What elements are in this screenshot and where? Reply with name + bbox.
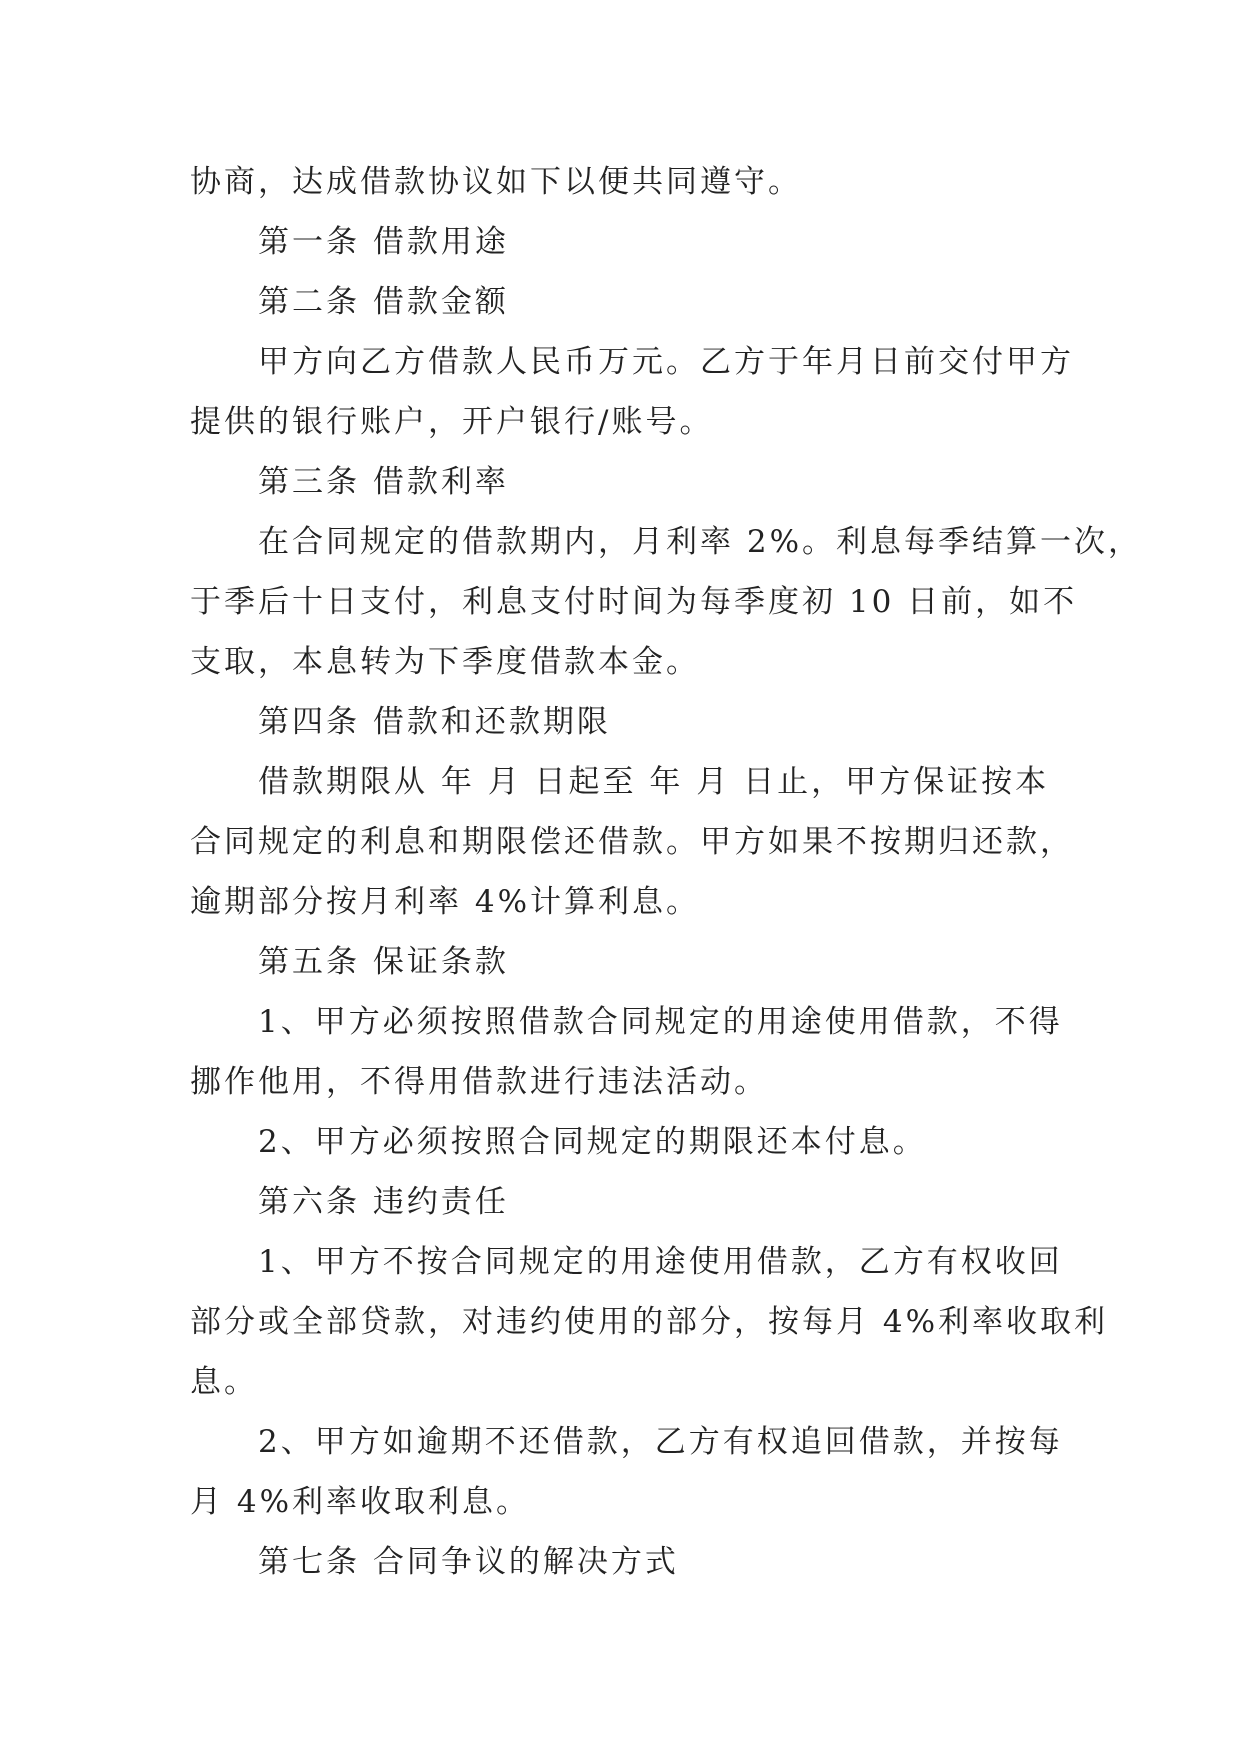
text-line: 支取，本息转为下季度借款本金。 (190, 644, 700, 680)
text-line: 逾期部分按月利率 4%计算利息。 (190, 884, 701, 920)
article-6-heading: 第六条 违约责任 (258, 1184, 509, 1220)
article-2-heading: 第二条 借款金额 (258, 284, 509, 320)
article-7-heading: 第七条 合同争议的解决方式 (258, 1544, 679, 1580)
text-line: 1、甲方必须按照借款合同规定的用途使用借款，不得 (258, 1004, 1063, 1040)
article-3-heading: 第三条 借款利率 (258, 464, 509, 500)
text-line: 1、甲方不按合同规定的用途使用借款，乙方有权收回 (258, 1244, 1063, 1280)
text-line: 于季后十日支付，利息支付时间为每季度初 10 日前，如不 (190, 584, 1078, 620)
article-5-heading: 第五条 保证条款 (258, 944, 509, 980)
text-line: 2、甲方如逾期不还借款，乙方有权追回借款，并按每 (258, 1424, 1063, 1460)
contract-body (190, 152, 1143, 1592)
text-line: 月 4%利率收取利息。 (190, 1484, 531, 1520)
text-line: 甲方向乙方借款人民币万元。乙方于年月日前交付甲方 (258, 344, 1074, 380)
text-line: 息。 (190, 1364, 258, 1400)
text-line: 提供的银行账户，开户银行/账号。 (190, 404, 714, 440)
text-line: 借款期限从 年 月 日起至 年 月 日止，甲方保证按本 (258, 764, 1050, 800)
article-4-heading: 第四条 借款和还款期限 (258, 704, 611, 740)
text-line: 部分或全部贷款，对违约使用的部分，按每月 4%利率收取利 (190, 1304, 1109, 1340)
text-line: 挪作他用，不得用借款进行违法活动。 (190, 1064, 768, 1100)
text-line: 2、甲方必须按照合同规定的期限还本付息。 (258, 1124, 927, 1160)
article-1-heading: 第一条 借款用途 (258, 224, 509, 260)
text-line: 在合同规定的借款期内，月利率 2%。利息每季结算一次， (258, 524, 1143, 560)
text-line: 合同规定的利息和期限偿还借款。甲方如果不按期归还款， (190, 824, 1074, 860)
text-line: 协商，达成借款协议如下以便共同遵守。 (190, 164, 802, 200)
